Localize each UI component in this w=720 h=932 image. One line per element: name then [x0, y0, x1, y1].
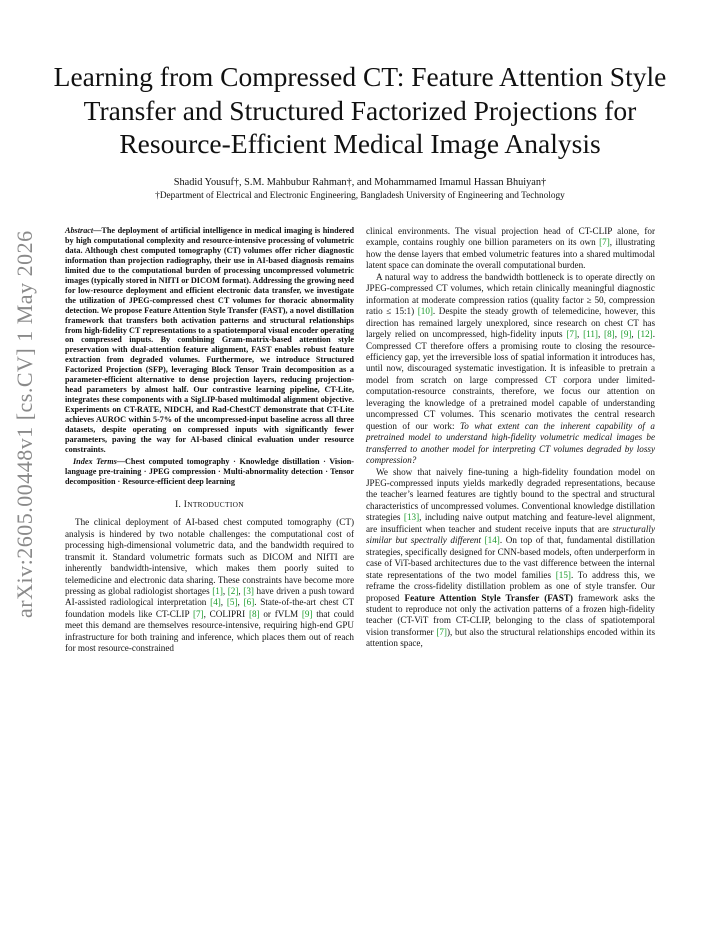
text-run: The clinical deployment of AI-based chest computed tomography (CT) analysis is hindered by two notable challenges: the computational cost of processing high-dimensional volumetric data, and the bandwidth required to transmit it. Standard volumetric formats such as DICOM and NIfTI are inherently bandwidth-intensive, which makes them poorly suited to telemedicine and electronic data sharing. These constraints have become more pressing as global radiologist shortages [65, 517, 354, 596]
section-heading-introduction [65, 499, 354, 511]
text-run: . Compressed CT therefore offers a promising route to closing the resource-efficiency gap, yet the irreversible loss of spatial information it introduces has, until now, discouraged systematic investigation. It is infeasible to pretrain a model from scratch on large compressed CT corpora under limited-computation-resource constraints, therefore, we focus our attention on leveraging the knowledge of a pretrained model capable of understanding uncompressed CT volumes. This scenario motivates the central research question of our work: [366, 329, 655, 431]
section-title-rest: NTRODUCTION [187, 499, 244, 509]
abstract-heading: Abstract [65, 226, 94, 235]
citation-link[interactable]: [9] [301, 608, 313, 619]
intro-paragraph-1-continued [366, 226, 655, 272]
text-run: have driven a push toward AI-assisted radiological interpretation [65, 585, 355, 608]
citation-link[interactable]: [7] [436, 626, 447, 637]
author-affiliation: †Department of Electrical and Electronic Engineering, Bangladesh University of Engineering and Technology [155, 191, 565, 201]
citation-link[interactable]: [12] [637, 329, 653, 340]
paper-title: Learning from Compressed CT: Feature Attention Style Transfer and Structured Factorized Projections for Resource-Efficient Medical Image Analysis [53, 61, 667, 159]
citation-link[interactable]: [6] [243, 597, 255, 608]
citation-link[interactable]: [9] [620, 329, 632, 340]
text-run: framework asks the student to reproduce not only the activation patterns of a frozen high-fidelity teacher (CT-ViT from CT-CLIP, belonging to the class of spatiotemporal vision transformer [366, 592, 655, 637]
citation-link[interactable]: [8] [248, 608, 260, 619]
right-column [366, 226, 655, 650]
abstract-text: —The deployment of artificial intelligence in medical imaging is hindered by high computational complexity and resource-intensive processing of volumetric data. Although chest computed tomography (CT) volumes offer richer diagnostic information than projection radiography, their use in AI-based diagnosis remains limited due to the computational burden of processing uncompressed volumetric images (typically stored in NIfTI or DICOM format). Addressing the growing need for low-resource deployment and efficient electronic data transfer, we investigate the utilization of JPEG-compressed chest CT volumes for thoracic abnormality detection. We propose Feature Attention Style Transfer (FAST), a novel distillation framework that transfers both activation patterns and structural relationships from high-fidelity CT representations to a spatiotemporal visual encoder operating on compressed inputs. By combining Gram-matrix-based attention style preservation with dual-attention feature alignment, FAST enables robust feature extraction from degraded volumes. Furthermore, we introduce Structured Factorized Projection (SFP), leveraging Block Tensor Train decomposition as a parameter-efficient alternative to dense projection layers, reducing projection-head parameters by almost half. Our contrastive learning pipeline, CT-Lite, integrates these components with a SigLIP-based multimodal alignment objective. Experiments on CT-RATE, NIDCH, and Rad-ChestCT demonstrate that CT-Lite achieves AUROC within 5-7% of the uncompressed-input baseline across all three datasets, despite operating on compressed inputs with significantly fewer parameters, paving the way for AI-based clinical evaluation under resource constraints. [65, 226, 354, 454]
text-run: clinical environments. The visual projection head of CT-CLIP alone, for example, contains roughly one billion parameters on its own [366, 226, 655, 248]
text-run: or fVLM [259, 608, 302, 619]
text-run: . To address this, we reframe the cross-fidelity distillation problem as one of style transfer. Our proposed [366, 569, 655, 603]
index-terms-heading: Index Terms [73, 456, 117, 466]
left-column [65, 226, 354, 655]
citation-link[interactable]: [15] [555, 569, 571, 580]
arxiv-identifier: arXiv:2605.00448v1 [cs.CV] 1 May 2026 [12, 230, 37, 618]
text-run: . State-of-the-art chest CT foundation models like CT-CLIP [65, 597, 355, 619]
text-run: , illustrating how the dense layers that embed volumetric features into a shared multimodal latent space can dominate the overall computational burden. [366, 237, 655, 271]
citation-link[interactable]: [11] [583, 329, 598, 340]
abstract [65, 226, 354, 455]
text-run: , including naive output matching and feature-level alignment, are insufficient when teacher and student receive inputs that are [366, 512, 655, 534]
index-terms-text: —Chest computed tomography · Knowledge distillation · Vision-language pre-training · JPEG compression · Multi-abnormality detection · Tensor decomposition · Resource-efficient deep learning [65, 456, 355, 486]
index-terms [65, 457, 354, 487]
section-number: I. [175, 499, 182, 510]
citation-link[interactable]: [3] [243, 585, 254, 596]
citation-link[interactable]: [2] [227, 585, 239, 596]
intro-paragraph-3 [366, 467, 655, 650]
text-run: that could meet this demand are themselves resource-intensive, requiring high-end GPU infrastructure for both training and inference, which places them out of reach for most resource-constrained [65, 608, 354, 654]
citation-link[interactable]: [10] [417, 306, 433, 317]
intro-paragraph-2: A natural way to address the bandwidth bottleneck is to operate directly on JPEG-compressed CT volumes, which retain clinically meaningful diagnostic information at moderate compression ratios (quality factor ≥ 50, compression ratio ≤ 15:1) [10]. Despite the steady growth of telemedicine, however, this direction has remained largely unexplored, since research on chest CT has largely relied on uncompressed, high-fidelity inputs [7], [11], [8], [9], [12]. Compressed CT therefore offers a promising route to closing the resource-efficiency gap, yet the irreversible loss of spatial information it introduces has, until now, discouraged systematic investigation. It is infeasible to pretrain a model from scratch on large compressed CT corpora under limited-computation-resource constraints, therefore, we focus our attention on leveraging the knowledge of a pretrained model capable of understanding uncompressed CT volumes. This scenario motivates the central research question of our work: To what extent can the inherent capability of a pretrained model to understand high-fidelity volumetric medical images be transferred to another model for interpreting CT volumes degraded by lossy compression? [366, 271, 655, 466]
text-run: ), but also the structural relationships encoded within its attention space, [366, 626, 656, 649]
emphasized-phrase: structurally similar but spectrally different [366, 523, 655, 546]
author-list: Shadid Yousuf†, S.M. Mahbubur Rahman†, and Mohammamed Imamul Hassan Bhuiyan† [173, 177, 547, 188]
text-run: , COLIPRI [203, 608, 249, 619]
citation-link[interactable]: [5] [226, 597, 238, 608]
text-run: . Despite the steady growth of telemedicine, however, this direction has remained largely unexplored, since research on chest CT has largely relied on uncompressed, high-fidelity inputs [366, 306, 655, 340]
framework-name: Feature Attention Style Transfer (FAST) [404, 592, 573, 603]
citation-link[interactable]: [14] [484, 535, 500, 546]
research-question: To what extent can the inherent capability of a pretrained model to understand high-fidelity volumetric medical images be transferred to another model for interpreting CT volumes degraded by lossy compression? [366, 420, 655, 466]
citation-link[interactable]: [7] [192, 608, 204, 619]
text-run: We show that naively fine-tuning a high-fidelity foundation model on JPEG-compressed inputs yields markedly degraded representations, because the teacher’s learned features are tightly bound to the spectral and structural characteristics of uncompressed volumes. Conventional knowledge distillation strategies [366, 466, 655, 523]
section-initial: I [183, 499, 188, 510]
citation-link[interactable]: [7] [566, 329, 577, 340]
text-run: A natural way to address the bandwidth bottleneck is to operate directly on JPEG-compressed CT volumes, which retain clinically meaningful diagnostic information at moderate compression ratios (quality factor ≥ 50, compression ratio ≤ 15:1) [366, 271, 655, 317]
citation-link[interactable]: [4] [210, 597, 221, 608]
citation-link[interactable]: [1] [212, 585, 223, 596]
citation-link[interactable]: [13] [403, 512, 420, 523]
intro-paragraph-1: The clinical deployment of AI-based chest computed tomography (CT) analysis is hindered by two notable challenges: the computational cost of processing high-dimensional volumetric data, and the bandwidth required to transmit it. Standard volumetric formats such as DICOM and NIfTI are inherently bandwidth-intensive, which makes them poorly suited to telemedicine and electronic data sharing. These constraints have become more pressing as global radiologist shortages [1], [2], [3] have driven a push toward AI-assisted radiological interpretation [4], [5], [6]. State-of-the-art chest CT foundation models like CT-CLIP [7], COLIPRI [8] or fVLM [9] that could meet this demand are themselves resource-intensive, requiring high-end GPU infrastructure for both training and inference, which places them out of reach for most resource-constrained [65, 517, 355, 654]
citation-link[interactable]: [8] [604, 329, 615, 340]
text-run: . On top of that, fundamental distillation strategies, specifically designed for CNN-based models, often underperform in case of ViT-based architectures due to the vast difference between the internal state representations of the two model families [366, 535, 655, 580]
citation-link[interactable]: [7] [599, 237, 610, 248]
